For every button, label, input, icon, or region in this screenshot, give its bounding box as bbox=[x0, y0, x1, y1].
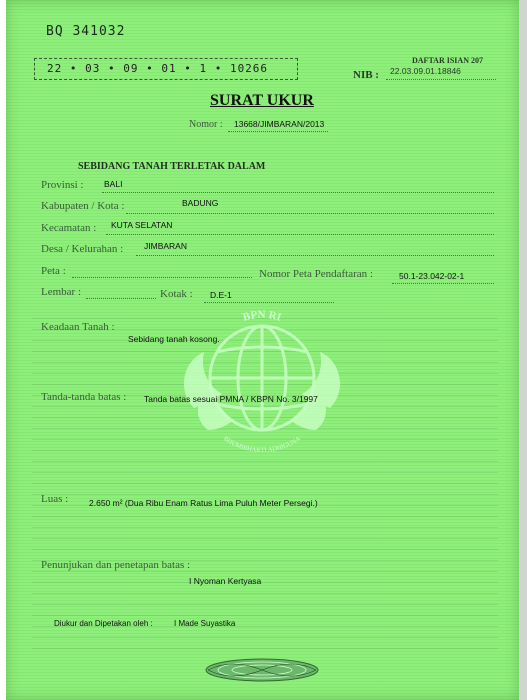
ruled-line bbox=[32, 571, 498, 572]
penunjukan-value: I Nyoman Kertyasa bbox=[189, 576, 262, 586]
document-title: SURAT UKUR bbox=[210, 92, 314, 109]
ruled-line bbox=[32, 637, 498, 638]
tanda-batas-label: Tanda-tanda batas : bbox=[41, 391, 127, 403]
svg-text:BHUMIBHAKTI ADHIGUNA bbox=[222, 435, 302, 454]
ruled-line bbox=[32, 549, 498, 550]
ruled-line bbox=[32, 516, 498, 517]
desa-label: Desa / Kelurahan : bbox=[41, 243, 124, 255]
diukur-label: Diukur dan Dipetakan oleh : bbox=[54, 619, 153, 628]
guilloche-ornament bbox=[202, 656, 322, 684]
desa-value: JIMBARAN bbox=[144, 241, 187, 251]
kabupaten-label: Kabupaten / Kota : bbox=[41, 200, 125, 212]
form-name: DAFTAR ISIAN 207 bbox=[412, 56, 483, 65]
ruled-line bbox=[32, 483, 498, 484]
peta-label: Peta : bbox=[41, 265, 66, 277]
nomor-peta-label: Nomor Peta Pendaftaran : bbox=[259, 268, 373, 280]
ruled-line bbox=[32, 648, 498, 649]
seal-top-text: BPN RI bbox=[241, 308, 283, 324]
lembar-label: Lembar : bbox=[41, 286, 82, 298]
handwritten-parcel-number: 22 • 03 • 09 • 01 • 1 • 10266 bbox=[47, 62, 269, 75]
kabupaten-value: BADUNG bbox=[182, 198, 219, 208]
location-heading: SEBIDANG TANAH TERLETAK DALAM bbox=[78, 161, 266, 172]
nomor-value: 13668/JIMBARAN/2013 bbox=[234, 119, 325, 129]
luas-value: 2.650 m² (Dua Ribu Enam Ratus Lima Puluh Meter Persegi.) bbox=[89, 498, 318, 508]
ruled-line bbox=[32, 582, 498, 583]
nib-label: NIB : bbox=[353, 69, 379, 81]
parcel-number-box bbox=[34, 58, 298, 80]
serial-number: BQ 341032 bbox=[46, 24, 126, 39]
kecamatan-value: KUTA SELATAN bbox=[111, 220, 173, 230]
provinsi-label: Provinsi : bbox=[41, 179, 84, 191]
keadaan-label: Keadaan Tanah : bbox=[41, 321, 115, 333]
diukur-value: I Made Suyastika bbox=[174, 619, 236, 628]
keadaan-value: Sebidang tanah kosong. bbox=[128, 334, 220, 344]
kotak-value: D.E-1 bbox=[210, 290, 232, 300]
scanner-edge bbox=[519, 0, 527, 700]
nomor-peta-value: 50.1-23.042-02-1 bbox=[399, 271, 465, 281]
certificate-page bbox=[6, 0, 519, 700]
seal-bottom-text: BHUMIBHAKTI ADHIGUNA bbox=[222, 435, 302, 455]
nib-value: 22.03.09.01.18846 bbox=[390, 66, 461, 76]
ruled-line bbox=[32, 472, 498, 473]
svg-text:BPN RI bbox=[242, 309, 283, 324]
ruled-line bbox=[32, 615, 498, 616]
penunjukan-label: Penunjukan dan penetapan batas : bbox=[41, 559, 191, 571]
ruled-line bbox=[32, 494, 498, 495]
nomor-label: Nomor : bbox=[189, 119, 223, 130]
ruled-line bbox=[32, 538, 498, 539]
ruled-line bbox=[32, 604, 498, 605]
tanda-batas-value: Tanda batas sesuai PMNA / KBPN No. 3/1997 bbox=[144, 394, 318, 404]
luas-label: Luas : bbox=[41, 493, 69, 505]
ruled-line bbox=[32, 527, 498, 528]
kotak-label: Kotak : bbox=[160, 288, 193, 300]
ruled-line bbox=[32, 593, 498, 594]
bpn-seal-watermark bbox=[174, 290, 350, 466]
kecamatan-label: Kecamatan : bbox=[41, 222, 97, 234]
provinsi-value: BALI bbox=[104, 179, 123, 189]
